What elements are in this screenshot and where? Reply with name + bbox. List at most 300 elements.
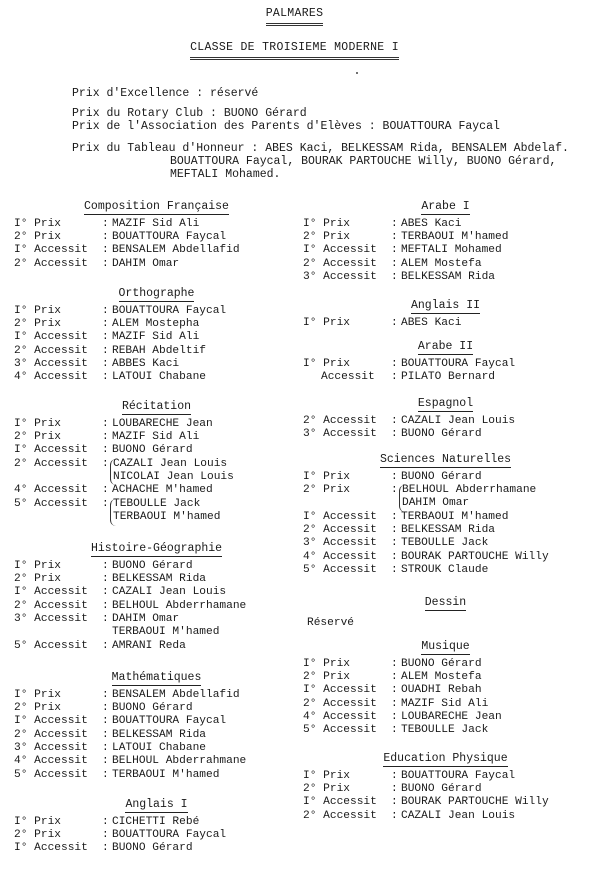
award-rank: 2° Accessit <box>303 809 377 822</box>
award-row <box>14 587 299 600</box>
award-colon: : <box>391 230 398 243</box>
award-colon: : <box>102 715 109 728</box>
award-rank: 2° Accessit <box>14 344 88 357</box>
section-heading <box>303 398 588 410</box>
award-colon: : <box>102 484 109 497</box>
award-names <box>112 485 299 498</box>
class-heading-text: CLASSE DE TROISIEME MODERNE I <box>190 42 399 60</box>
section-heading-text: Histoire-Géographie <box>90 542 223 555</box>
award-colon: : <box>102 344 109 357</box>
award-colon: : <box>102 497 109 510</box>
award-rank: I° Prix <box>14 815 61 828</box>
award-names <box>401 219 588 232</box>
award-rank: 5° Accessit <box>14 768 88 781</box>
award-names <box>112 716 299 729</box>
award-name: BENSALEM Abdellafid <box>112 244 240 257</box>
award-names <box>112 332 299 345</box>
award-name: OUADHI Rebah <box>401 684 482 697</box>
award-rank: I° Prix <box>14 417 61 430</box>
award-rank: 2° Accessit <box>303 697 377 710</box>
section-education-physique <box>303 753 588 824</box>
award-names <box>401 659 588 672</box>
award-names <box>112 445 299 458</box>
award-name: NICOLAI Jean Louis <box>113 471 234 484</box>
award-names <box>112 601 299 614</box>
award-names <box>110 459 299 486</box>
award-colon: : <box>391 470 398 483</box>
award-rank: 2° Accessit <box>14 728 88 741</box>
award-colon: : <box>391 697 398 710</box>
award-row <box>303 797 588 810</box>
award-rank: 4° Accessit <box>14 755 88 768</box>
award-rank: 2° Prix <box>14 572 61 585</box>
award-names <box>112 561 299 574</box>
section-orthographe <box>14 288 299 386</box>
award-names <box>112 703 299 716</box>
section-heading-text: Arabe I <box>421 200 470 213</box>
award-list <box>14 817 299 857</box>
award-name: BELKESSAM Rida <box>112 728 206 741</box>
award-row <box>14 245 299 258</box>
award-name: REBAH Abdeltif <box>112 344 206 357</box>
award-colon: : <box>102 572 109 585</box>
award-name: STROUK Claude <box>401 564 489 577</box>
award-names <box>401 565 588 578</box>
award-row <box>303 429 588 442</box>
award-colon: : <box>102 217 109 230</box>
award-row <box>303 512 588 525</box>
award-rank: I° Prix <box>14 559 61 572</box>
award-rank: I° Prix <box>303 316 350 329</box>
award-name: TERBAOUI M'hamed <box>112 768 220 781</box>
award-name: MAZIF Sid Ali <box>401 697 489 710</box>
prize-excellence: Prix d'Excellence : réservé <box>72 87 259 100</box>
award-row <box>303 771 588 784</box>
section-arabe-ii <box>303 341 588 385</box>
award-row <box>14 332 299 345</box>
award-names <box>112 245 299 258</box>
award-names <box>399 485 588 512</box>
award-row <box>14 743 299 756</box>
section-heading <box>14 799 299 811</box>
award-names <box>112 319 299 332</box>
award-names <box>401 512 588 525</box>
award-rank: 2° Prix <box>14 701 61 714</box>
award-name: BOUATTOURA Faycal <box>112 230 227 243</box>
award-name: MAZIF Sid Ali <box>112 217 200 230</box>
award-rank: I° Accessit <box>14 715 88 728</box>
section-heading <box>303 454 588 466</box>
award-name: BOUATTOURA Faycal <box>112 828 227 841</box>
award-row <box>14 614 299 641</box>
award-row <box>303 811 588 824</box>
award-row <box>303 219 588 232</box>
award-row <box>14 716 299 729</box>
award-name: MAZIF Sid Ali <box>112 331 200 344</box>
award-list <box>303 659 588 739</box>
award-name: BELKESSAM Rida <box>401 271 495 284</box>
section-anglais-i <box>14 799 299 857</box>
award-list <box>14 561 299 655</box>
award-name: ABES Kaci <box>401 316 462 329</box>
award-row <box>303 552 588 565</box>
award-row <box>303 685 588 698</box>
award-row <box>303 659 588 672</box>
award-rank: 3° Accessit <box>303 537 377 550</box>
section-heading <box>14 401 299 413</box>
section-espagnol <box>303 398 588 442</box>
award-colon: : <box>391 670 398 683</box>
award-row <box>14 703 299 716</box>
award-colon: : <box>102 828 109 841</box>
section-heading-text: Composition Française <box>84 200 229 213</box>
award-rank: I° Accessit <box>303 796 377 809</box>
award-row <box>14 319 299 332</box>
award-rank: I° Prix <box>303 657 350 670</box>
award-colon: : <box>102 701 109 714</box>
award-names <box>401 797 588 810</box>
award-name: CAZALI Jean Louis <box>112 586 227 599</box>
award-names <box>112 770 299 783</box>
award-colon: : <box>102 755 109 768</box>
award-colon: : <box>102 230 109 243</box>
award-rank: 3° Accessit <box>14 613 88 626</box>
award-names <box>112 219 299 232</box>
award-row <box>303 472 588 485</box>
award-row <box>14 690 299 703</box>
award-rank: I° Prix <box>303 217 350 230</box>
section-heading <box>303 300 588 312</box>
award-rank: I° Accessit <box>14 842 88 855</box>
award-rank: 2° Accessit <box>14 257 88 270</box>
award-name: CICHETTI Rebé <box>112 815 200 828</box>
section-heading-text: Anglais I <box>125 798 188 811</box>
award-names <box>401 712 588 725</box>
award-names <box>401 672 588 685</box>
award-names <box>401 685 588 698</box>
award-rank: 2° Prix <box>14 430 61 443</box>
award-names <box>112 690 299 703</box>
award-name: MEFTALI Mohamed <box>401 244 502 257</box>
award-name: BUONO Gérard <box>112 701 193 714</box>
award-row <box>303 416 588 429</box>
award-row <box>14 372 299 385</box>
award-colon: : <box>102 613 109 626</box>
award-colon: : <box>102 815 109 828</box>
award-names <box>112 419 299 432</box>
class-heading <box>0 42 589 60</box>
award-name: CAZALI Jean Louis <box>401 414 516 427</box>
award-name: BUONO Gérard <box>112 559 193 572</box>
award-colon: : <box>102 331 109 344</box>
section-heading-text: Education Physique <box>383 752 508 765</box>
award-rank: 5° Accessit <box>303 724 377 737</box>
award-colon: : <box>391 724 398 737</box>
award-list <box>14 419 299 526</box>
award-colon: : <box>102 444 109 457</box>
award-colon: : <box>102 728 109 741</box>
award-colon: : <box>391 427 398 440</box>
award-rank: 2° Prix <box>303 782 350 795</box>
section-composition-francaise <box>14 201 299 272</box>
award-name: ALEM Mostepha <box>112 317 200 330</box>
award-name: BELHOUL Abderrhamane <box>402 483 537 496</box>
award-rank: 4° Accessit <box>14 371 88 384</box>
award-rank: 5° Accessit <box>14 497 88 510</box>
award-list <box>303 318 588 331</box>
award-name: LATOUI Chabane <box>112 742 206 755</box>
award-names <box>401 272 588 285</box>
award-name: BOUATTOURA Faycal <box>112 715 227 728</box>
award-names <box>401 416 588 429</box>
award-names <box>401 771 588 784</box>
section-heading-text: Musique <box>421 640 470 653</box>
award-name: TEBOULLE Jack <box>113 497 201 510</box>
award-names <box>112 830 299 843</box>
award-names <box>401 811 588 824</box>
award-names <box>112 641 299 654</box>
prize-honneur: Prix du Tableau d'Honneur : ABES Kaci, BELKESSAM Rida, BENSALEM Abdelaf. <box>72 142 569 155</box>
award-colon: : <box>391 796 398 809</box>
section-heading-text: Sciences Naturelles <box>379 453 512 466</box>
award-name: PILATO Bernard <box>401 370 495 383</box>
section-heading <box>14 201 299 213</box>
award-row <box>303 525 588 538</box>
award-rank: I° Prix <box>303 357 350 370</box>
award-name: BELHOUL Abderrahmane <box>112 755 247 768</box>
award-names <box>401 538 588 551</box>
section-heading <box>303 597 588 609</box>
award-rank: I° Prix <box>14 217 61 230</box>
award-colon: : <box>102 688 109 701</box>
award-names <box>112 359 299 372</box>
award-names <box>112 843 299 856</box>
award-rank: 2° Prix <box>14 828 61 841</box>
award-names <box>401 552 588 565</box>
award-list <box>14 306 299 386</box>
award-names <box>112 306 299 319</box>
award-colon: : <box>102 430 109 443</box>
award-name: BOURAK PARTOUCHE Willy <box>401 550 549 563</box>
award-names <box>112 372 299 385</box>
award-name: LOUBARECHE Jean <box>112 417 213 430</box>
award-names <box>112 574 299 587</box>
award-name: BUONO Gérard <box>112 842 193 855</box>
award-name: LOUBARECHE Jean <box>401 711 502 724</box>
award-colon: : <box>391 524 398 537</box>
award-row <box>14 459 299 486</box>
section-musique <box>303 641 588 739</box>
award-name: BUONO Gérard <box>401 427 482 440</box>
section-dessin <box>303 597 588 635</box>
award-colon: : <box>391 271 398 284</box>
section-mathematiques <box>14 672 299 783</box>
award-name: BELKESSAM Rida <box>401 524 495 537</box>
section-heading <box>303 201 588 213</box>
award-rank: 2° Accessit <box>14 599 88 612</box>
award-names <box>401 472 588 485</box>
award-row <box>14 232 299 245</box>
award-name: ABES Kaci <box>401 217 462 230</box>
award-row <box>14 259 299 272</box>
award-row <box>14 419 299 432</box>
section-heading-text: Orthographe <box>118 287 195 300</box>
award-name: ALEM Mostefa <box>401 257 482 270</box>
award-row <box>14 843 299 856</box>
section-heading <box>303 753 588 765</box>
award-colon: : <box>391 370 398 383</box>
award-row <box>14 756 299 769</box>
section-arabe-i <box>303 201 588 285</box>
award-rank: I° Accessit <box>303 510 377 523</box>
award-row <box>14 485 299 498</box>
award-colon: : <box>102 257 109 270</box>
award-row <box>303 272 588 285</box>
award-list <box>303 359 588 386</box>
award-colon: : <box>391 684 398 697</box>
section-recitation <box>14 401 299 526</box>
award-colon: : <box>102 768 109 781</box>
award-row <box>303 538 588 551</box>
award-name: BELHOUL Abderrhamane <box>112 599 247 612</box>
award-row <box>303 372 588 385</box>
award-colon: : <box>102 457 109 470</box>
award-row <box>14 830 299 843</box>
award-name: BUONO Gérard <box>401 782 482 795</box>
award-row <box>303 672 588 685</box>
award-name: ABBES Kaci <box>112 358 180 371</box>
award-names <box>401 725 588 738</box>
section-heading <box>14 672 299 684</box>
award-row <box>14 499 299 526</box>
award-rank: 3° Accessit <box>303 271 377 284</box>
award-rank: I° Prix <box>14 304 61 317</box>
document-title <box>0 8 589 26</box>
award-colon: : <box>102 559 109 572</box>
section-sciences-naturelles <box>303 454 588 579</box>
award-row <box>14 601 299 614</box>
award-rank: I° Accessit <box>303 684 377 697</box>
award-colon: : <box>391 217 398 230</box>
award-list <box>303 219 588 286</box>
award-name: TERBAOUI M'hamed <box>113 511 221 524</box>
award-colon: : <box>391 657 398 670</box>
award-name: BELKESSAM Rida <box>112 572 206 585</box>
award-rank: 2° Accessit <box>303 524 377 537</box>
section-histoire-geographie <box>14 543 299 654</box>
award-rank: 2° Prix <box>303 483 350 496</box>
award-colon: : <box>102 639 109 652</box>
award-rank: Accessit <box>321 370 375 383</box>
award-rank: 5° Accessit <box>303 564 377 577</box>
award-rank: I° Accessit <box>14 244 88 257</box>
prize-honneur-cont1: BOUATTOURA Faycal, BOURAK PARTOUCHE Willy, BUONO Gérard, <box>170 155 557 168</box>
award-names <box>112 259 299 272</box>
award-name: DAHIM Omar <box>112 257 180 270</box>
award-name: BUONO Gérard <box>401 470 482 483</box>
award-names <box>401 784 588 797</box>
award-row <box>14 641 299 654</box>
award-names <box>401 232 588 245</box>
award-name: TEBOULLE Jack <box>401 724 489 737</box>
award-names <box>112 614 299 641</box>
award-colon: : <box>391 244 398 257</box>
section-anglais-ii <box>303 300 588 331</box>
award-row <box>303 245 588 258</box>
award-name: TERBAOUI M'hamed <box>112 626 220 639</box>
award-names <box>112 432 299 445</box>
section-note: Réservé <box>307 616 354 629</box>
award-colon: : <box>391 782 398 795</box>
award-name: AMRANI Reda <box>112 639 186 652</box>
award-rank: 4° Accessit <box>14 484 88 497</box>
award-row <box>14 432 299 445</box>
award-name: BUONO Gérard <box>401 657 482 670</box>
section-heading-text: Mathématiques <box>111 671 202 684</box>
award-name: ALEM Mostefa <box>401 670 482 683</box>
award-row <box>14 306 299 319</box>
award-name: TERBAOUI M'hamed <box>401 510 509 523</box>
award-name: BENSALEM Abdellafid <box>112 688 240 701</box>
award-list <box>303 472 588 579</box>
award-name: DAHIM Omar <box>402 497 470 510</box>
award-rank: I° Prix <box>303 470 350 483</box>
prize-honneur-cont2: MEFTALI Mohamed. <box>170 168 281 181</box>
award-names <box>112 743 299 756</box>
award-row <box>14 770 299 783</box>
award-name: BOUATTOURA Faycal <box>112 304 227 317</box>
award-names <box>401 318 588 331</box>
award-rank: 2° Prix <box>14 230 61 243</box>
award-name: BOURAK PARTOUCHE Willy <box>401 796 549 809</box>
award-names <box>401 699 588 712</box>
award-names <box>112 587 299 600</box>
prize-parents: Prix de l'Association des Parents d'Elèves : BOUATTOURA Faycal <box>72 120 500 133</box>
award-colon: : <box>102 586 109 599</box>
award-rank: 2° Prix <box>303 230 350 243</box>
award-name: CAZALI Jean Louis <box>401 809 516 822</box>
award-rank: I° Prix <box>14 688 61 701</box>
section-heading <box>303 341 588 353</box>
award-row <box>14 219 299 232</box>
section-heading <box>14 543 299 555</box>
award-rank: 2° Accessit <box>303 414 377 427</box>
award-names <box>401 429 588 442</box>
award-row <box>303 359 588 372</box>
award-rank: 4° Accessit <box>303 711 377 724</box>
award-row <box>303 699 588 712</box>
award-colon: : <box>391 550 398 563</box>
award-colon: : <box>102 417 109 430</box>
award-list <box>303 771 588 825</box>
award-row <box>14 445 299 458</box>
award-list <box>14 219 299 273</box>
award-names <box>401 259 588 272</box>
award-colon: : <box>391 537 398 550</box>
award-name: DAHIM Omar <box>112 613 180 626</box>
award-name: BOUATTOURA Faycal <box>401 769 516 782</box>
award-rank: 2° Prix <box>14 317 61 330</box>
award-colon: : <box>102 842 109 855</box>
award-name: LATOUI Chabane <box>112 371 206 384</box>
award-names <box>112 730 299 743</box>
award-rank: I° Accessit <box>14 444 88 457</box>
award-names <box>112 346 299 359</box>
award-rank: 3° Accessit <box>303 427 377 440</box>
award-rank: I° Accessit <box>303 244 377 257</box>
award-colon: : <box>102 358 109 371</box>
title-text: PALMARES <box>266 8 324 26</box>
